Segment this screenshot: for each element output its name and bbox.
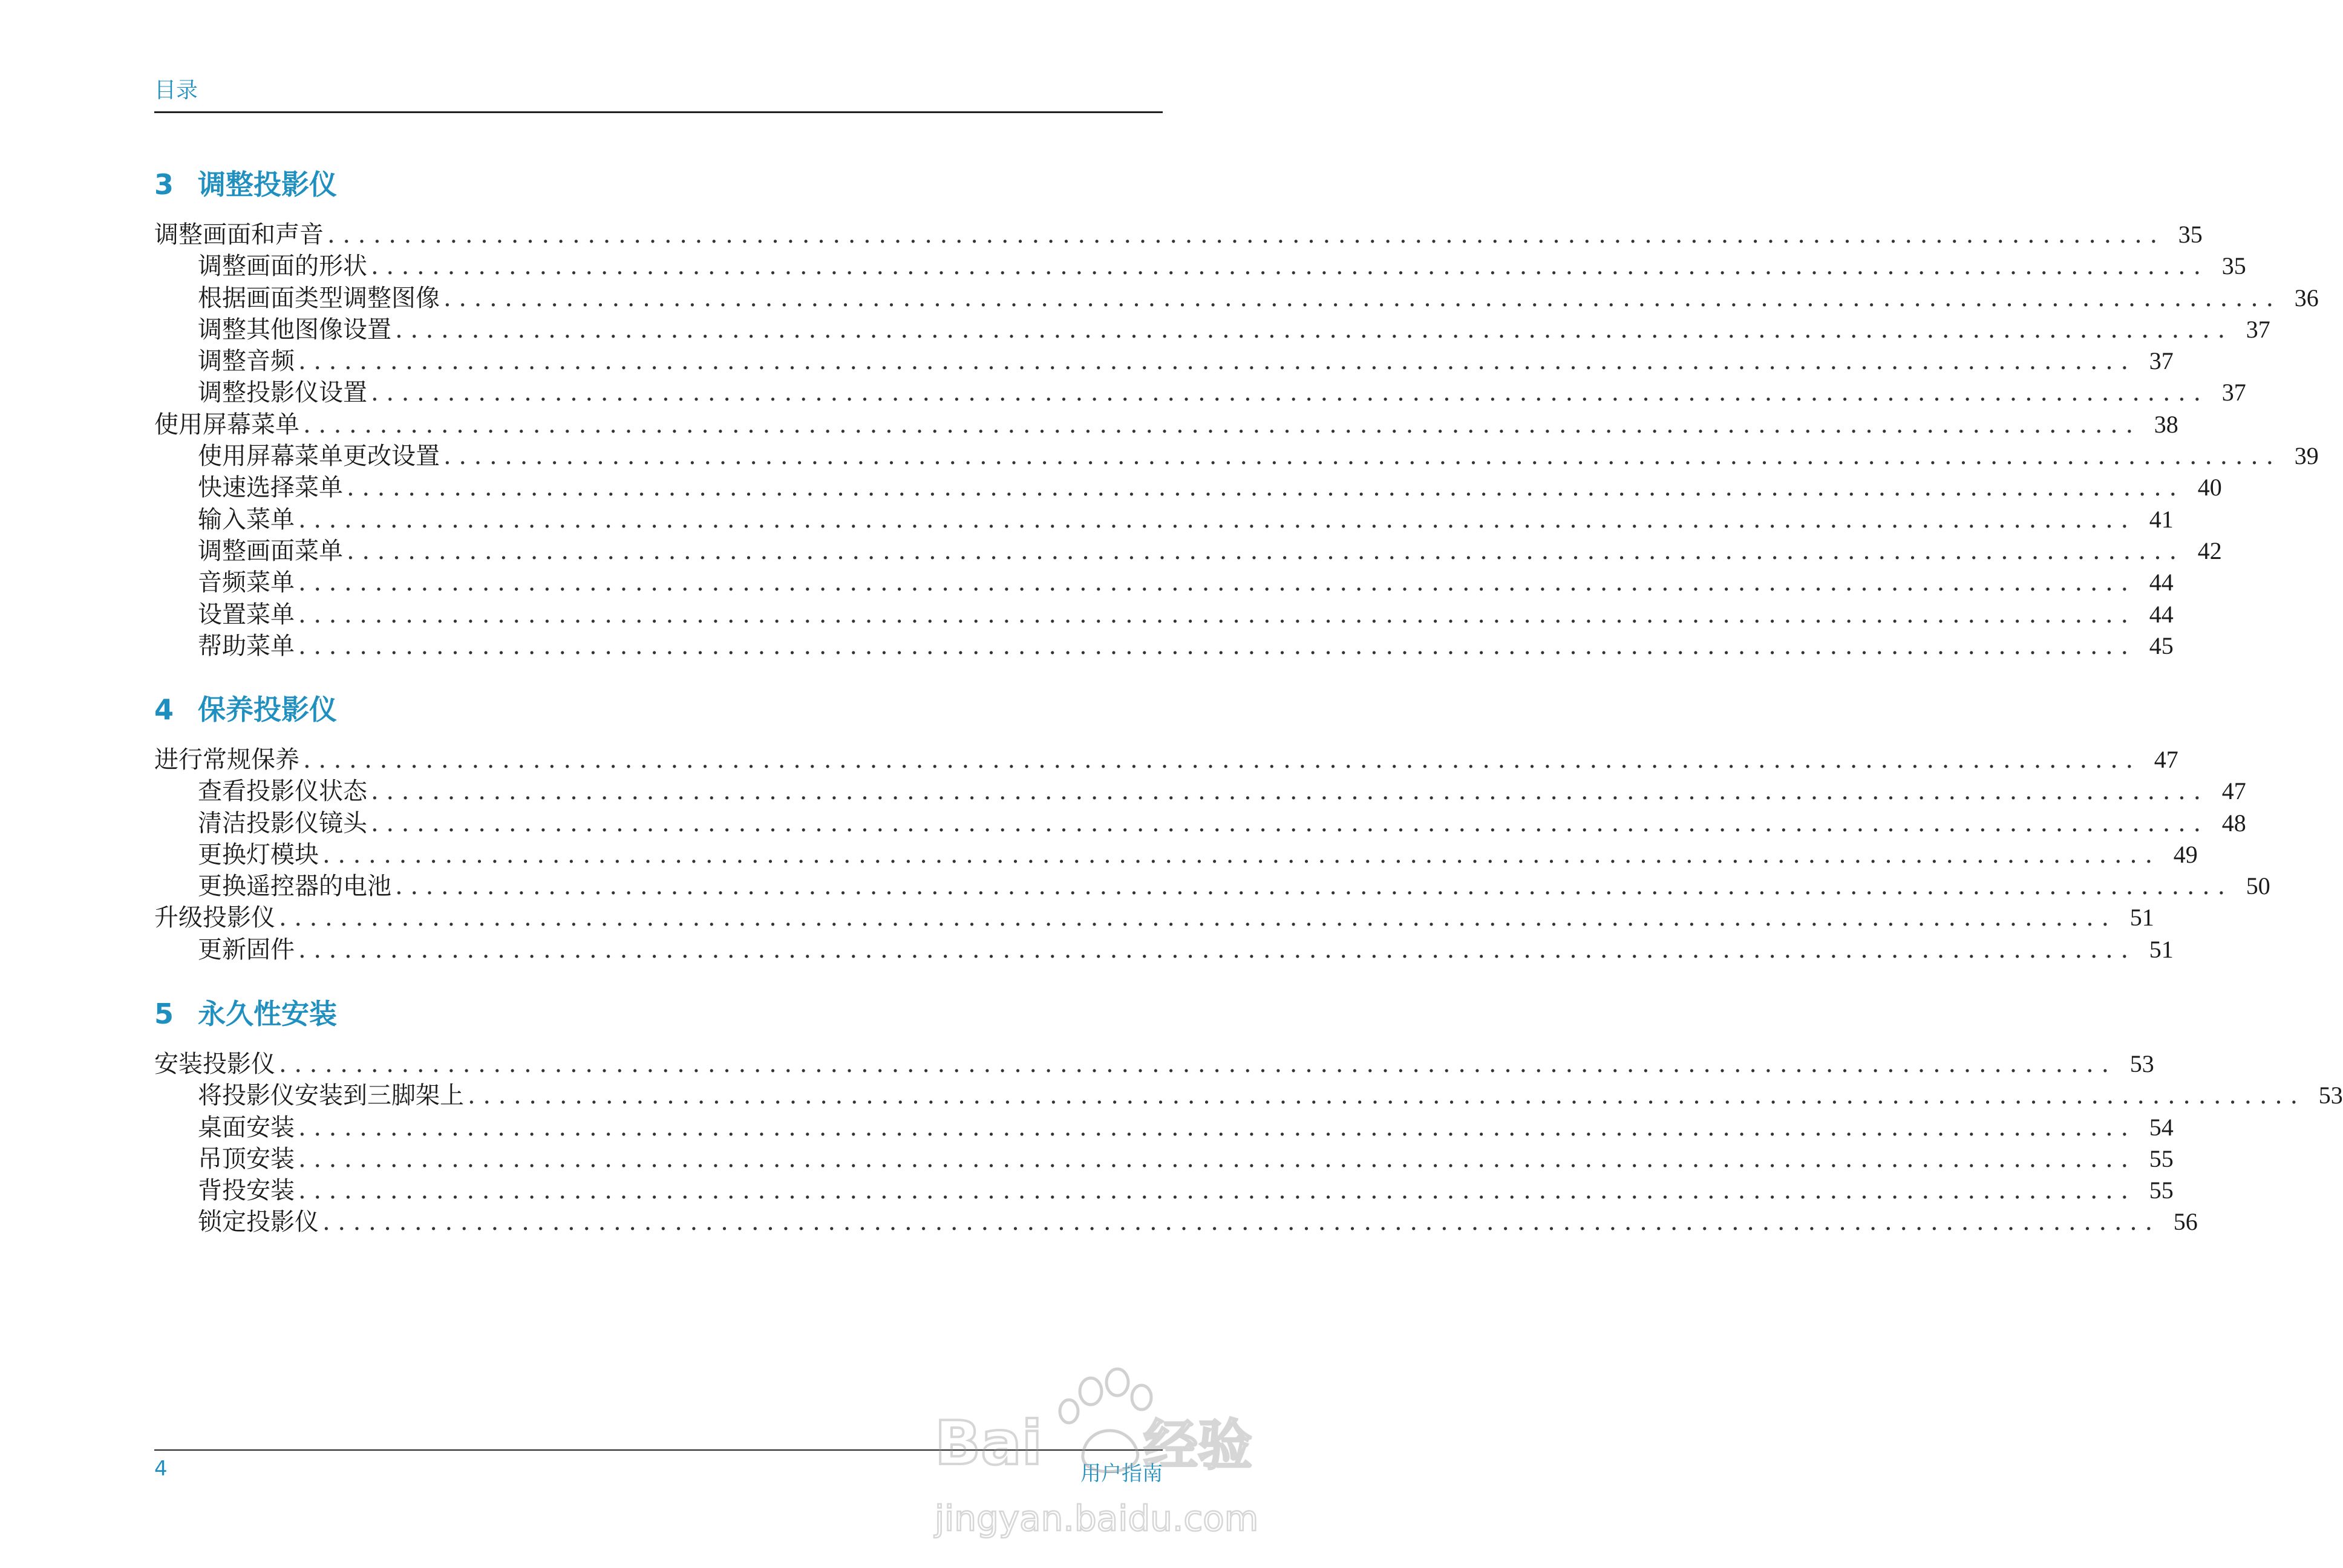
dot-leader: ........................................................................................................................ [298, 632, 2136, 660]
toc-entry-page-number: 35 [2221, 252, 2246, 280]
header-divider [154, 111, 1163, 113]
toc-entry-title: 使用屏幕菜单 [154, 410, 299, 439]
dot-leader: ........................................................................................................................ [298, 935, 2136, 964]
toc-entry-title: 调整画面的形状 [198, 252, 367, 281]
toc-entry-title: 调整投影仪设置 [198, 379, 367, 407]
toc-entry[interactable] [154, 219, 2203, 250]
toc-entry[interactable] [154, 1206, 2198, 1238]
toc-entry-page-number: 47 [2154, 746, 2178, 773]
chapter-heading-4 [154, 693, 337, 726]
toc-entry-title: 桌面安装 [198, 1113, 295, 1142]
toc-entry[interactable] [154, 535, 2222, 567]
chapter-number: 5 [154, 998, 174, 1030]
toc-entry-title: 使用屏幕菜单更改设置 [198, 442, 440, 471]
chapter-title: 保养投影仪 [198, 693, 337, 726]
toc-entry-page-number: 51 [2149, 935, 2174, 963]
dot-leader: ........................................................................................................................ [303, 410, 2141, 439]
toc-entry-title: 升级投影仪 [154, 904, 275, 932]
toc-entry-page-number: 55 [2149, 1145, 2174, 1172]
toc-entry-page-number: 54 [2149, 1113, 2174, 1141]
toc-entry[interactable] [154, 377, 2246, 408]
toc-entry-title: 调整音频 [198, 347, 295, 376]
toc-entry-title: 清洁投影仪镜头 [198, 809, 367, 837]
dot-leader: ........................................................................................................................ [395, 872, 2233, 901]
svg-text:经验: 经验 [1143, 1414, 1252, 1477]
toc-entry-title: 帮助菜单 [198, 632, 295, 660]
chapter-title: 永久性安装 [198, 998, 337, 1030]
toc-entry-page-number: 45 [2149, 632, 2174, 659]
chapter-heading-3 [154, 168, 337, 201]
toc-entry[interactable] [154, 314, 2270, 345]
toc-entry-page-number: 40 [2197, 474, 2222, 501]
toc-entry[interactable] [154, 871, 2270, 902]
dot-leader: ........................................................................................................................ [443, 284, 2281, 312]
dot-leader: ........................................................................................................................ [298, 600, 2136, 629]
toc-entry-title: 背投安装 [198, 1177, 295, 1205]
toc-entry-page-number: 44 [2149, 569, 2174, 596]
svg-text:jingyan.baidu.com: jingyan.baidu.com [935, 1498, 1259, 1539]
toc-entry[interactable] [154, 440, 2319, 472]
toc-entry[interactable] [154, 808, 2246, 839]
toc-entry-title: 根据画面类型调整图像 [198, 284, 440, 312]
toc-entry-page-number: 35 [2178, 221, 2203, 248]
toc-entry-page-number: 48 [2221, 809, 2246, 837]
dot-leader: ........................................................................................................................ [347, 474, 2185, 502]
baidu-jingyan-watermark-logo [929, 1364, 1259, 1552]
toc-entry-page-number: 37 [2246, 315, 2270, 343]
toc-entry[interactable] [154, 567, 2174, 598]
toc-entry[interactable] [154, 630, 2174, 662]
toc-entry-title: 更新固件 [198, 935, 295, 964]
toc-section-4 [154, 744, 2270, 965]
toc-entry-title: 快速选择菜单 [198, 474, 343, 502]
toc-entry[interactable] [154, 1175, 2174, 1206]
toc-entry[interactable] [154, 1048, 2154, 1080]
chapter-title: 调整投影仪 [198, 168, 337, 201]
toc-entry-page-number: 42 [2197, 537, 2222, 564]
toc-entry[interactable] [154, 744, 2178, 776]
toc-entry-title: 调整画面菜单 [198, 537, 343, 565]
toc-entry-title: 调整其他图像设置 [198, 315, 391, 344]
toc-entry-page-number: 37 [2149, 347, 2174, 375]
toc-entry-page-number: 36 [2294, 284, 2319, 312]
toc-entry[interactable] [154, 599, 2174, 630]
dot-leader: ........................................................................................................................ [347, 537, 2185, 565]
toc-entry-title: 更换灯模块 [198, 840, 319, 869]
toc-entry[interactable] [154, 472, 2222, 503]
toc-entry-page-number: 55 [2149, 1177, 2174, 1204]
dot-leader: ........................................................................................................................ [443, 442, 2281, 471]
toc-entry-page-number: 38 [2154, 410, 2178, 438]
toc-entry[interactable] [154, 1143, 2174, 1175]
svg-text:Bai: Bai [935, 1408, 1042, 1478]
dot-leader: ........................................................................................................................ [327, 221, 2165, 249]
toc-entry-page-number: 49 [2173, 840, 2198, 868]
dot-leader: ........................................................................................................................ [395, 315, 2233, 344]
toc-entry-page-number: 37 [2221, 379, 2246, 407]
dot-leader: ........................................................................................................................ [298, 1177, 2136, 1205]
chapter-number: 3 [154, 168, 174, 201]
dot-leader: ........................................................................................................................ [298, 1113, 2136, 1142]
toc-entry-page-number: 50 [2246, 872, 2270, 900]
dot-leader: ........................................................................................................................ [371, 252, 2209, 281]
toc-entry[interactable] [154, 250, 2246, 282]
toc-entry-title: 进行常规保养 [154, 746, 299, 774]
toc-entry-page-number: 53 [2129, 1050, 2154, 1077]
toc-entry-title: 更换遥控器的电池 [198, 872, 391, 901]
dot-leader: ........................................................................................................................ [371, 809, 2209, 837]
footer-guide-label: 用户指南 [1080, 1462, 1163, 1486]
dot-leader: ........................................................................................................................ [371, 777, 2209, 806]
toc-entry[interactable] [154, 504, 2174, 535]
toc-entry[interactable] [154, 1080, 2343, 1111]
dot-leader: ........................................................................................................................ [298, 569, 2136, 597]
running-header: 目录 [154, 78, 198, 103]
dot-leader: ........................................................................................................................ [298, 347, 2136, 376]
chapter-number: 4 [154, 693, 174, 726]
toc-entry-page-number: 47 [2221, 777, 2246, 805]
toc-entry-title: 查看投影仪状态 [198, 777, 367, 806]
toc-entry-title: 将投影仪安装到三脚架上 [198, 1082, 464, 1110]
toc-entry[interactable] [154, 776, 2246, 807]
dot-leader: ........................................................................................................................ [322, 840, 2160, 869]
chapter-heading-5 [154, 1000, 337, 1028]
toc-entry[interactable] [154, 934, 2174, 965]
footer-page-number: 4 [154, 1457, 168, 1481]
toc-entry-title: 输入菜单 [198, 505, 295, 534]
dot-leader: ........................................................................................................................ [298, 1145, 2136, 1173]
toc-entry-page-number: 53 [2318, 1082, 2343, 1109]
toc-entry[interactable] [154, 902, 2154, 933]
dot-leader: ........................................................................................................................ [279, 904, 2117, 932]
dot-leader: ........................................................................................................................ [468, 1082, 2305, 1110]
dot-leader: ........................................................................................................................ [322, 1208, 2160, 1236]
toc-entry-page-number: 41 [2149, 505, 2174, 533]
toc-entry-title: 音频菜单 [198, 569, 295, 597]
toc-entry[interactable] [154, 1112, 2174, 1143]
toc-section-3 [154, 219, 2319, 662]
toc-entry[interactable] [154, 839, 2198, 871]
toc-entry-title: 吊顶安装 [198, 1145, 295, 1173]
toc-entry[interactable] [154, 283, 2319, 314]
dot-leader: ........................................................................................................................ [303, 746, 2141, 774]
toc-entry[interactable] [154, 409, 2178, 440]
dot-leader: ........................................................................................................................ [298, 505, 2136, 534]
toc-entry-page-number: 44 [2149, 600, 2174, 628]
toc-entry-title: 调整画面和声音 [154, 221, 324, 249]
toc-entry-page-number: 51 [2129, 904, 2154, 932]
toc-entry-page-number: 39 [2294, 442, 2319, 470]
toc-section-5 [154, 1048, 2343, 1238]
toc-entry[interactable] [154, 345, 2174, 377]
dot-leader: ........................................................................................................................ [371, 379, 2209, 407]
toc-entry-page-number: 56 [2173, 1208, 2198, 1236]
dot-leader: ........................................................................................................................ [279, 1050, 2117, 1078]
toc-entry-title: 设置菜单 [198, 600, 295, 629]
toc-entry-title: 安装投影仪 [154, 1050, 275, 1078]
toc-entry-title: 锁定投影仪 [198, 1208, 319, 1236]
